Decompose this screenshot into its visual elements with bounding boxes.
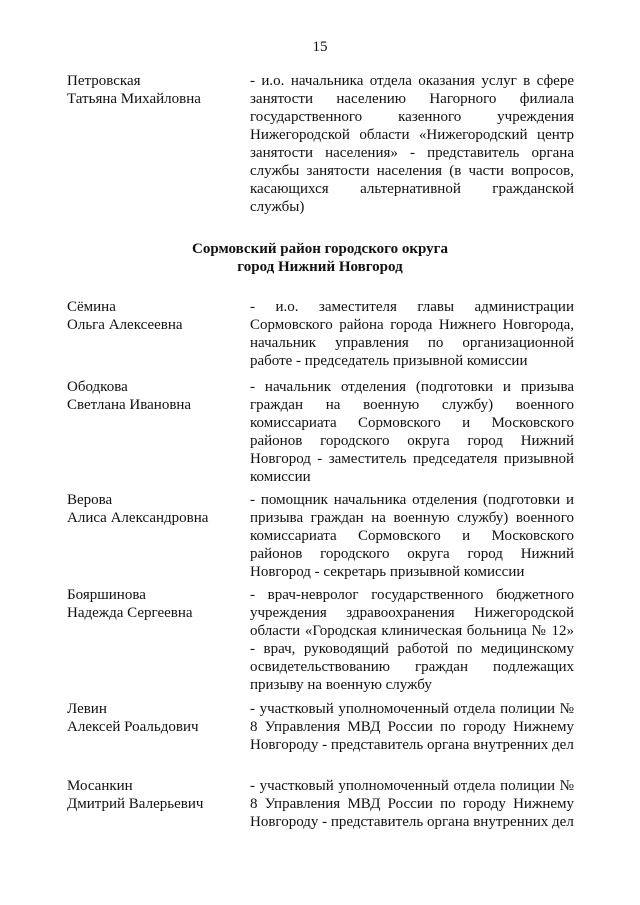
member-name: [67, 586, 242, 622]
member-given-names: Дмитрий Валерьевич: [67, 796, 204, 812]
member-given-names: Татьяна Михайловна: [67, 91, 201, 107]
member-surname: Верова: [67, 492, 113, 508]
member-role: - помощник начальника отделения (подготовки и призыва граждан на военную службу) военного комиссариата Сормовского и Московского районов городского округа город Нижний Новгород - секретарь призывной комиссии: [250, 492, 574, 580]
page-number: 15: [312, 39, 328, 55]
member-role: - начальник отделения (подготовки и призыва граждан на военную службу) военного комиссариата Сормовского и Московского районов городского округа город Нижний Новгород - заместитель председателя призывной комиссии: [250, 379, 574, 485]
member-name: [67, 298, 242, 334]
member-role: - и.о. начальника отдела оказания услуг в сфере занятости населению Нагорного филиала государственного казенного учреждения Нижегородской области «Нижегородский центр занятости населения» - представитель органа службы занятости населения (в части вопросов, касающихся альтернативной гражданской службы): [250, 73, 574, 215]
member-name: [67, 72, 242, 108]
member-given-names: Светлана Ивановна: [67, 397, 192, 413]
section-heading-line-2: город Нижний Новгород: [237, 259, 403, 275]
section-heading: [0, 240, 640, 276]
member-role: - врач-невролог государственного бюджетного учреждения здравоохранения Нижегородской области «Городская клиническая больница № 12» - врач, руководящий работой по медицинскому освидетельствованию граждан подлежащих призыву на военную службу: [250, 587, 574, 693]
member-surname: Левин: [67, 701, 107, 717]
section-heading-line-1: Сормовский район городского округа: [192, 241, 448, 257]
member-surname: Сёмина: [67, 299, 116, 315]
member-role: - участковый уполномоченный отдела полиции № 8 Управления МВД России по городу Нижнему Новгороду - представитель органа внутренних дел: [250, 701, 574, 753]
member-surname: Петровская: [67, 73, 141, 89]
member-given-names: Алиса Александровна: [67, 510, 209, 526]
member-given-names: Алексей Роальдович: [67, 719, 199, 735]
member-surname: Бояршинова: [67, 587, 146, 603]
member-given-names: Ольга Алексеевна: [67, 317, 183, 333]
member-name: [67, 700, 242, 736]
member-name: [67, 491, 242, 527]
member-given-names: Надежда Сергеевна: [67, 605, 193, 621]
member-surname: Мосанкин: [67, 778, 133, 794]
member-surname: Ободкова: [67, 379, 128, 395]
member-name: [67, 777, 242, 813]
member-role: - и.о. заместителя главы администрации Сормовского района города Нижнего Новгорода, начальник управления по организационной работе - председатель призывной комиссии: [250, 299, 574, 369]
member-name: [67, 378, 242, 414]
member-role: - участковый уполномоченный отдела полиции № 8 Управления МВД России по городу Нижнему Новгороду - представитель органа внутренних дел: [250, 778, 574, 830]
